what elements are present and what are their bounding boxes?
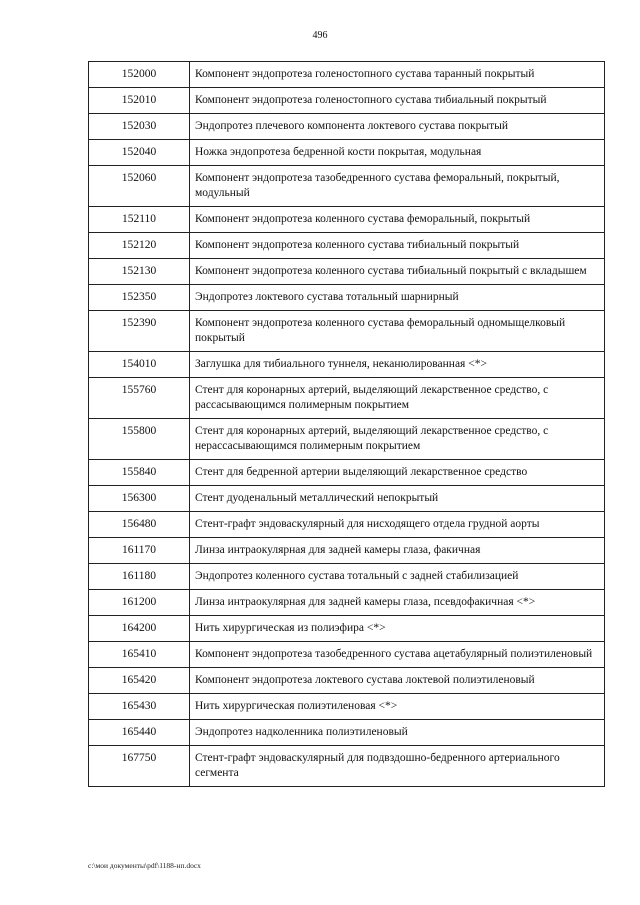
name-cell: Стент для бедренной артерии выделяющий лекарственное средство (190, 460, 605, 486)
name-cell: Компонент эндопротеза коленного сустава тибиальный покрытый с вкладышем (190, 259, 605, 285)
table-row (89, 285, 605, 311)
name-cell: Линза интраокулярная для задней камеры глаза, псевдофакичная <*> (190, 590, 605, 616)
name-cell: Эндопротез надколенника полиэтиленовый (190, 720, 605, 746)
code-cell: 161180 (89, 564, 190, 590)
code-cell: 165420 (89, 668, 190, 694)
code-cell: 155760 (89, 378, 190, 419)
name-cell: Компонент эндопротеза тазобедренного сустава ацетабулярный полиэтиленовый (190, 642, 605, 668)
name-cell: Стент для коронарных артерий, выделяющий лекарственное средство, с нерассасывающимся полимерным покрытием (190, 419, 605, 460)
code-cell: 161200 (89, 590, 190, 616)
table-row (89, 62, 605, 88)
code-cell: 155840 (89, 460, 190, 486)
table-row (89, 114, 605, 140)
table-row (89, 166, 605, 207)
table-row (89, 538, 605, 564)
file-path-footer: c:\мои документы\pdf\1188-нп.docx (88, 861, 201, 870)
name-cell: Нить хирургическая из полиэфира <*> (190, 616, 605, 642)
table-row (89, 590, 605, 616)
name-cell: Стент дуоденальный металлический непокрытый (190, 486, 605, 512)
page-number: 496 (312, 30, 328, 41)
code-cell: 165430 (89, 694, 190, 720)
code-cell: 164200 (89, 616, 190, 642)
code-cell: 152010 (89, 88, 190, 114)
code-cell: 152350 (89, 285, 190, 311)
table-row (89, 419, 605, 460)
table-row (89, 720, 605, 746)
name-cell: Линза интраокулярная для задней камеры глаза, факичная (190, 538, 605, 564)
table-row (89, 207, 605, 233)
name-cell: Стент-графт эндоваскулярный для нисходящего отдела грудной аорты (190, 512, 605, 538)
name-cell: Эндопротез плечевого компонента локтевого сустава покрытый (190, 114, 605, 140)
name-cell: Стент-графт эндоваскулярный для подвздошно-бедренного артериального сегмента (190, 746, 605, 787)
code-cell: 152030 (89, 114, 190, 140)
code-cell: 165440 (89, 720, 190, 746)
table-row (89, 616, 605, 642)
code-cell: 156300 (89, 486, 190, 512)
name-cell: Компонент эндопротеза коленного сустава феморальный, покрытый (190, 207, 605, 233)
code-cell: 152110 (89, 207, 190, 233)
name-cell: Компонент эндопротеза коленного сустава феморальный одномыщелковый покрытый (190, 311, 605, 352)
table-row (89, 564, 605, 590)
device-codes-table (88, 61, 605, 787)
name-cell: Стент для коронарных артерий, выделяющий лекарственное средство, с рассасывающимся полимерным покрытием (190, 378, 605, 419)
table-row (89, 668, 605, 694)
table-row (89, 746, 605, 787)
table-row (89, 486, 605, 512)
code-cell: 152000 (89, 62, 190, 88)
table-row (89, 233, 605, 259)
name-cell: Компонент эндопротеза локтевого сустава локтевой полиэтиленовый (190, 668, 605, 694)
code-cell: 165410 (89, 642, 190, 668)
code-cell: 154010 (89, 352, 190, 378)
code-cell: 152390 (89, 311, 190, 352)
code-cell: 152120 (89, 233, 190, 259)
code-cell: 161170 (89, 538, 190, 564)
name-cell: Компонент эндопротеза голеностопного сустава тибиальный покрытый (190, 88, 605, 114)
code-cell: 152060 (89, 166, 190, 207)
table-row (89, 140, 605, 166)
table-row (89, 694, 605, 720)
table-row (89, 378, 605, 419)
name-cell: Заглушка для тибиального туннеля, неканюлированная <*> (190, 352, 605, 378)
code-cell: 152040 (89, 140, 190, 166)
code-cell: 155800 (89, 419, 190, 460)
name-cell: Компонент эндопротеза коленного сустава тибиальный покрытый (190, 233, 605, 259)
name-cell: Эндопротез локтевого сустава тотальный шарнирный (190, 285, 605, 311)
code-cell: 156480 (89, 512, 190, 538)
table-row (89, 512, 605, 538)
name-cell: Ножка эндопротеза бедренной кости покрытая, модульная (190, 140, 605, 166)
table-row (89, 311, 605, 352)
name-cell: Компонент эндопротеза тазобедренного сустава феморальный, покрытый, модульный (190, 166, 605, 207)
table-row (89, 642, 605, 668)
table-row (89, 460, 605, 486)
code-cell: 167750 (89, 746, 190, 787)
table-row (89, 259, 605, 285)
name-cell: Эндопротез коленного сустава тотальный с задней стабилизацией (190, 564, 605, 590)
table-row (89, 88, 605, 114)
table-row (89, 352, 605, 378)
code-cell: 152130 (89, 259, 190, 285)
name-cell: Компонент эндопротеза голеностопного сустава таранный покрытый (190, 62, 605, 88)
name-cell: Нить хирургическая полиэтиленовая <*> (190, 694, 605, 720)
